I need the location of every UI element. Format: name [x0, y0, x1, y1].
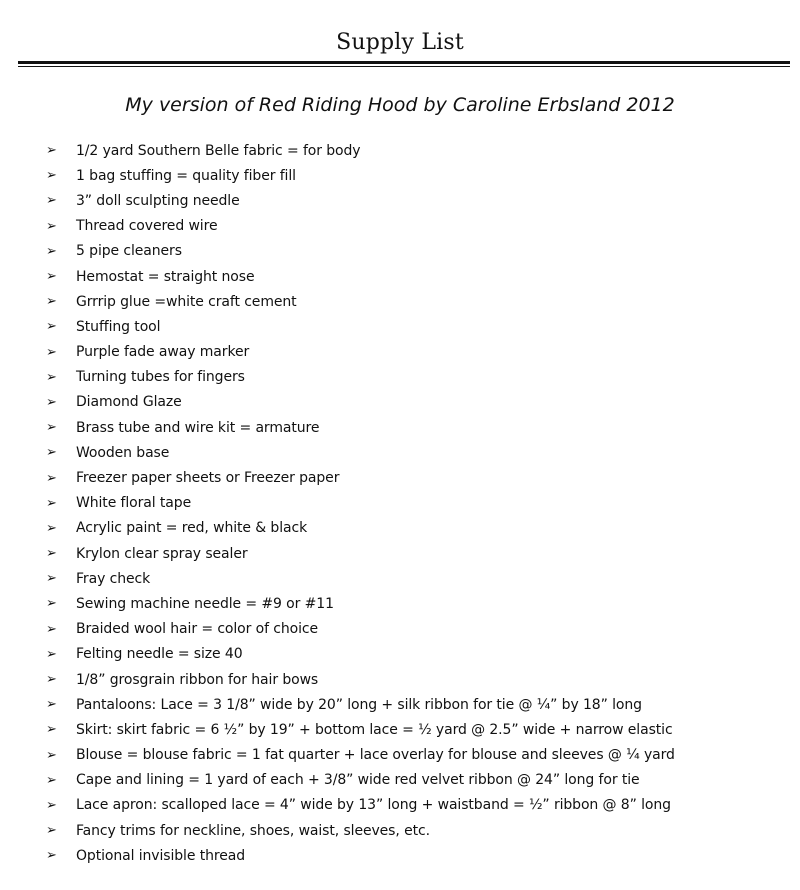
list-item-text: White floral tape	[76, 495, 192, 512]
list-item-text: Stuffing tool	[76, 318, 161, 335]
list-item-text: Fancy trims for neckline, shoes, waist, sleeves, etc.	[76, 822, 430, 839]
list-item	[46, 491, 786, 516]
arrow-bullet-icon: ➢	[46, 294, 57, 310]
list-item-text: Purple fade away marker	[76, 344, 250, 361]
list-item-text: 3” doll sculpting needle	[76, 192, 240, 209]
list-item-text: 5 pipe cleaners	[76, 243, 182, 260]
list-item-text: Optional invisible thread	[76, 847, 245, 864]
list-item	[46, 340, 786, 365]
arrow-bullet-icon: ➢	[46, 596, 57, 612]
arrow-bullet-icon: ➢	[46, 747, 57, 763]
list-item	[46, 163, 786, 188]
arrow-bullet-icon: ➢	[46, 369, 57, 385]
list-item	[46, 440, 786, 465]
arrow-bullet-icon: ➢	[46, 420, 57, 436]
list-item-text: 1/2 yard Southern Belle fabric = for body	[76, 142, 361, 159]
list-item	[46, 138, 786, 163]
arrow-bullet-icon: ➢	[46, 269, 57, 285]
list-item	[46, 692, 786, 717]
list-item-text: Blouse = blouse fabric = 1 fat quarter + lace overlay for blouse and sleeves @ ¼ yard	[76, 747, 675, 764]
arrow-bullet-icon: ➢	[46, 546, 57, 562]
arrow-bullet-icon: ➢	[46, 646, 57, 662]
list-item-text: Grrrip glue =white craft cement	[76, 293, 297, 310]
list-item-text: Pantaloons: Lace = 3 1/8” wide by 20” long + silk ribbon for tie @ ¼” by 18” long	[76, 696, 642, 713]
list-item-text: Hemostat = straight nose	[76, 268, 255, 285]
list-item	[46, 843, 786, 868]
list-item	[46, 239, 786, 264]
document-title: Supply List	[336, 30, 464, 55]
list-item-text: Felting needle = size 40	[76, 646, 243, 663]
arrow-bullet-icon: ➢	[46, 797, 57, 813]
list-item	[46, 516, 786, 541]
list-item	[46, 591, 786, 616]
list-item-text: Turning tubes for fingers	[76, 369, 245, 386]
list-item	[46, 617, 786, 642]
arrow-bullet-icon: ➢	[46, 571, 57, 587]
document-subtitle: My version of Red Riding Hood by Caroline Erbsland 2012	[125, 94, 675, 116]
list-item	[46, 768, 786, 793]
list-item	[46, 264, 786, 289]
arrow-bullet-icon: ➢	[46, 848, 57, 864]
list-item-text: Krylon clear spray sealer	[76, 545, 248, 562]
arrow-bullet-icon: ➢	[46, 772, 57, 788]
supply-list	[46, 138, 786, 868]
arrow-bullet-icon: ➢	[46, 319, 57, 335]
list-item	[46, 717, 786, 742]
list-item-text: Lace apron: scalloped lace = 4” wide by 13” long + waistband = ½” ribbon @ 8” long	[76, 797, 671, 814]
arrow-bullet-icon: ➢	[46, 697, 57, 713]
list-item-text: Freezer paper sheets or Freezer paper	[76, 470, 340, 487]
list-item	[46, 415, 786, 440]
arrow-bullet-icon: ➢	[46, 445, 57, 461]
list-item-text: Acrylic paint = red, white & black	[76, 520, 308, 537]
list-item-text: Skirt: skirt fabric = 6 ½” by 19” + bottom lace = ½ yard @ 2.5” wide + narrow elastic	[76, 721, 673, 738]
arrow-bullet-icon: ➢	[46, 672, 57, 688]
list-item	[46, 743, 786, 768]
arrow-bullet-icon: ➢	[46, 143, 57, 159]
arrow-bullet-icon: ➢	[46, 495, 57, 511]
list-item	[46, 188, 786, 213]
list-item	[46, 465, 786, 490]
list-item-text: Braided wool hair = color of choice	[76, 621, 319, 638]
list-item-text: Wooden base	[76, 444, 170, 461]
list-item	[46, 289, 786, 314]
arrow-bullet-icon: ➢	[46, 470, 57, 486]
list-item-text: Sewing machine needle = #9 or #11	[76, 595, 334, 612]
list-item	[46, 818, 786, 843]
list-item	[46, 667, 786, 692]
list-item	[46, 642, 786, 667]
list-item	[46, 214, 786, 239]
title-rule-thin	[18, 66, 790, 67]
list-item	[46, 793, 786, 818]
list-item-text: Fray check	[76, 570, 151, 587]
arrow-bullet-icon: ➢	[46, 193, 57, 209]
list-item	[46, 314, 786, 339]
arrow-bullet-icon: ➢	[46, 520, 57, 536]
list-item-text: Cape and lining = 1 yard of each + 3/8” wide red velvet ribbon @ 24” long for tie	[76, 772, 640, 789]
arrow-bullet-icon: ➢	[46, 722, 57, 738]
arrow-bullet-icon: ➢	[46, 621, 57, 637]
arrow-bullet-icon: ➢	[46, 394, 57, 410]
list-item-text: Brass tube and wire kit = armature	[76, 419, 320, 436]
list-item-text: Thread covered wire	[76, 218, 218, 235]
arrow-bullet-icon: ➢	[46, 344, 57, 360]
list-item-text: 1 bag stuffing = quality fiber fill	[76, 167, 296, 184]
list-item	[46, 365, 786, 390]
title-rule-thick	[18, 61, 790, 64]
arrow-bullet-icon: ➢	[46, 243, 57, 259]
list-item	[46, 390, 786, 415]
arrow-bullet-icon: ➢	[46, 218, 57, 234]
arrow-bullet-icon: ➢	[46, 168, 57, 184]
list-item-text: Diamond Glaze	[76, 394, 182, 411]
list-item	[46, 541, 786, 566]
arrow-bullet-icon: ➢	[46, 823, 57, 839]
list-item	[46, 566, 786, 591]
list-item-text: 1/8” grosgrain ribbon for hair bows	[76, 671, 319, 688]
